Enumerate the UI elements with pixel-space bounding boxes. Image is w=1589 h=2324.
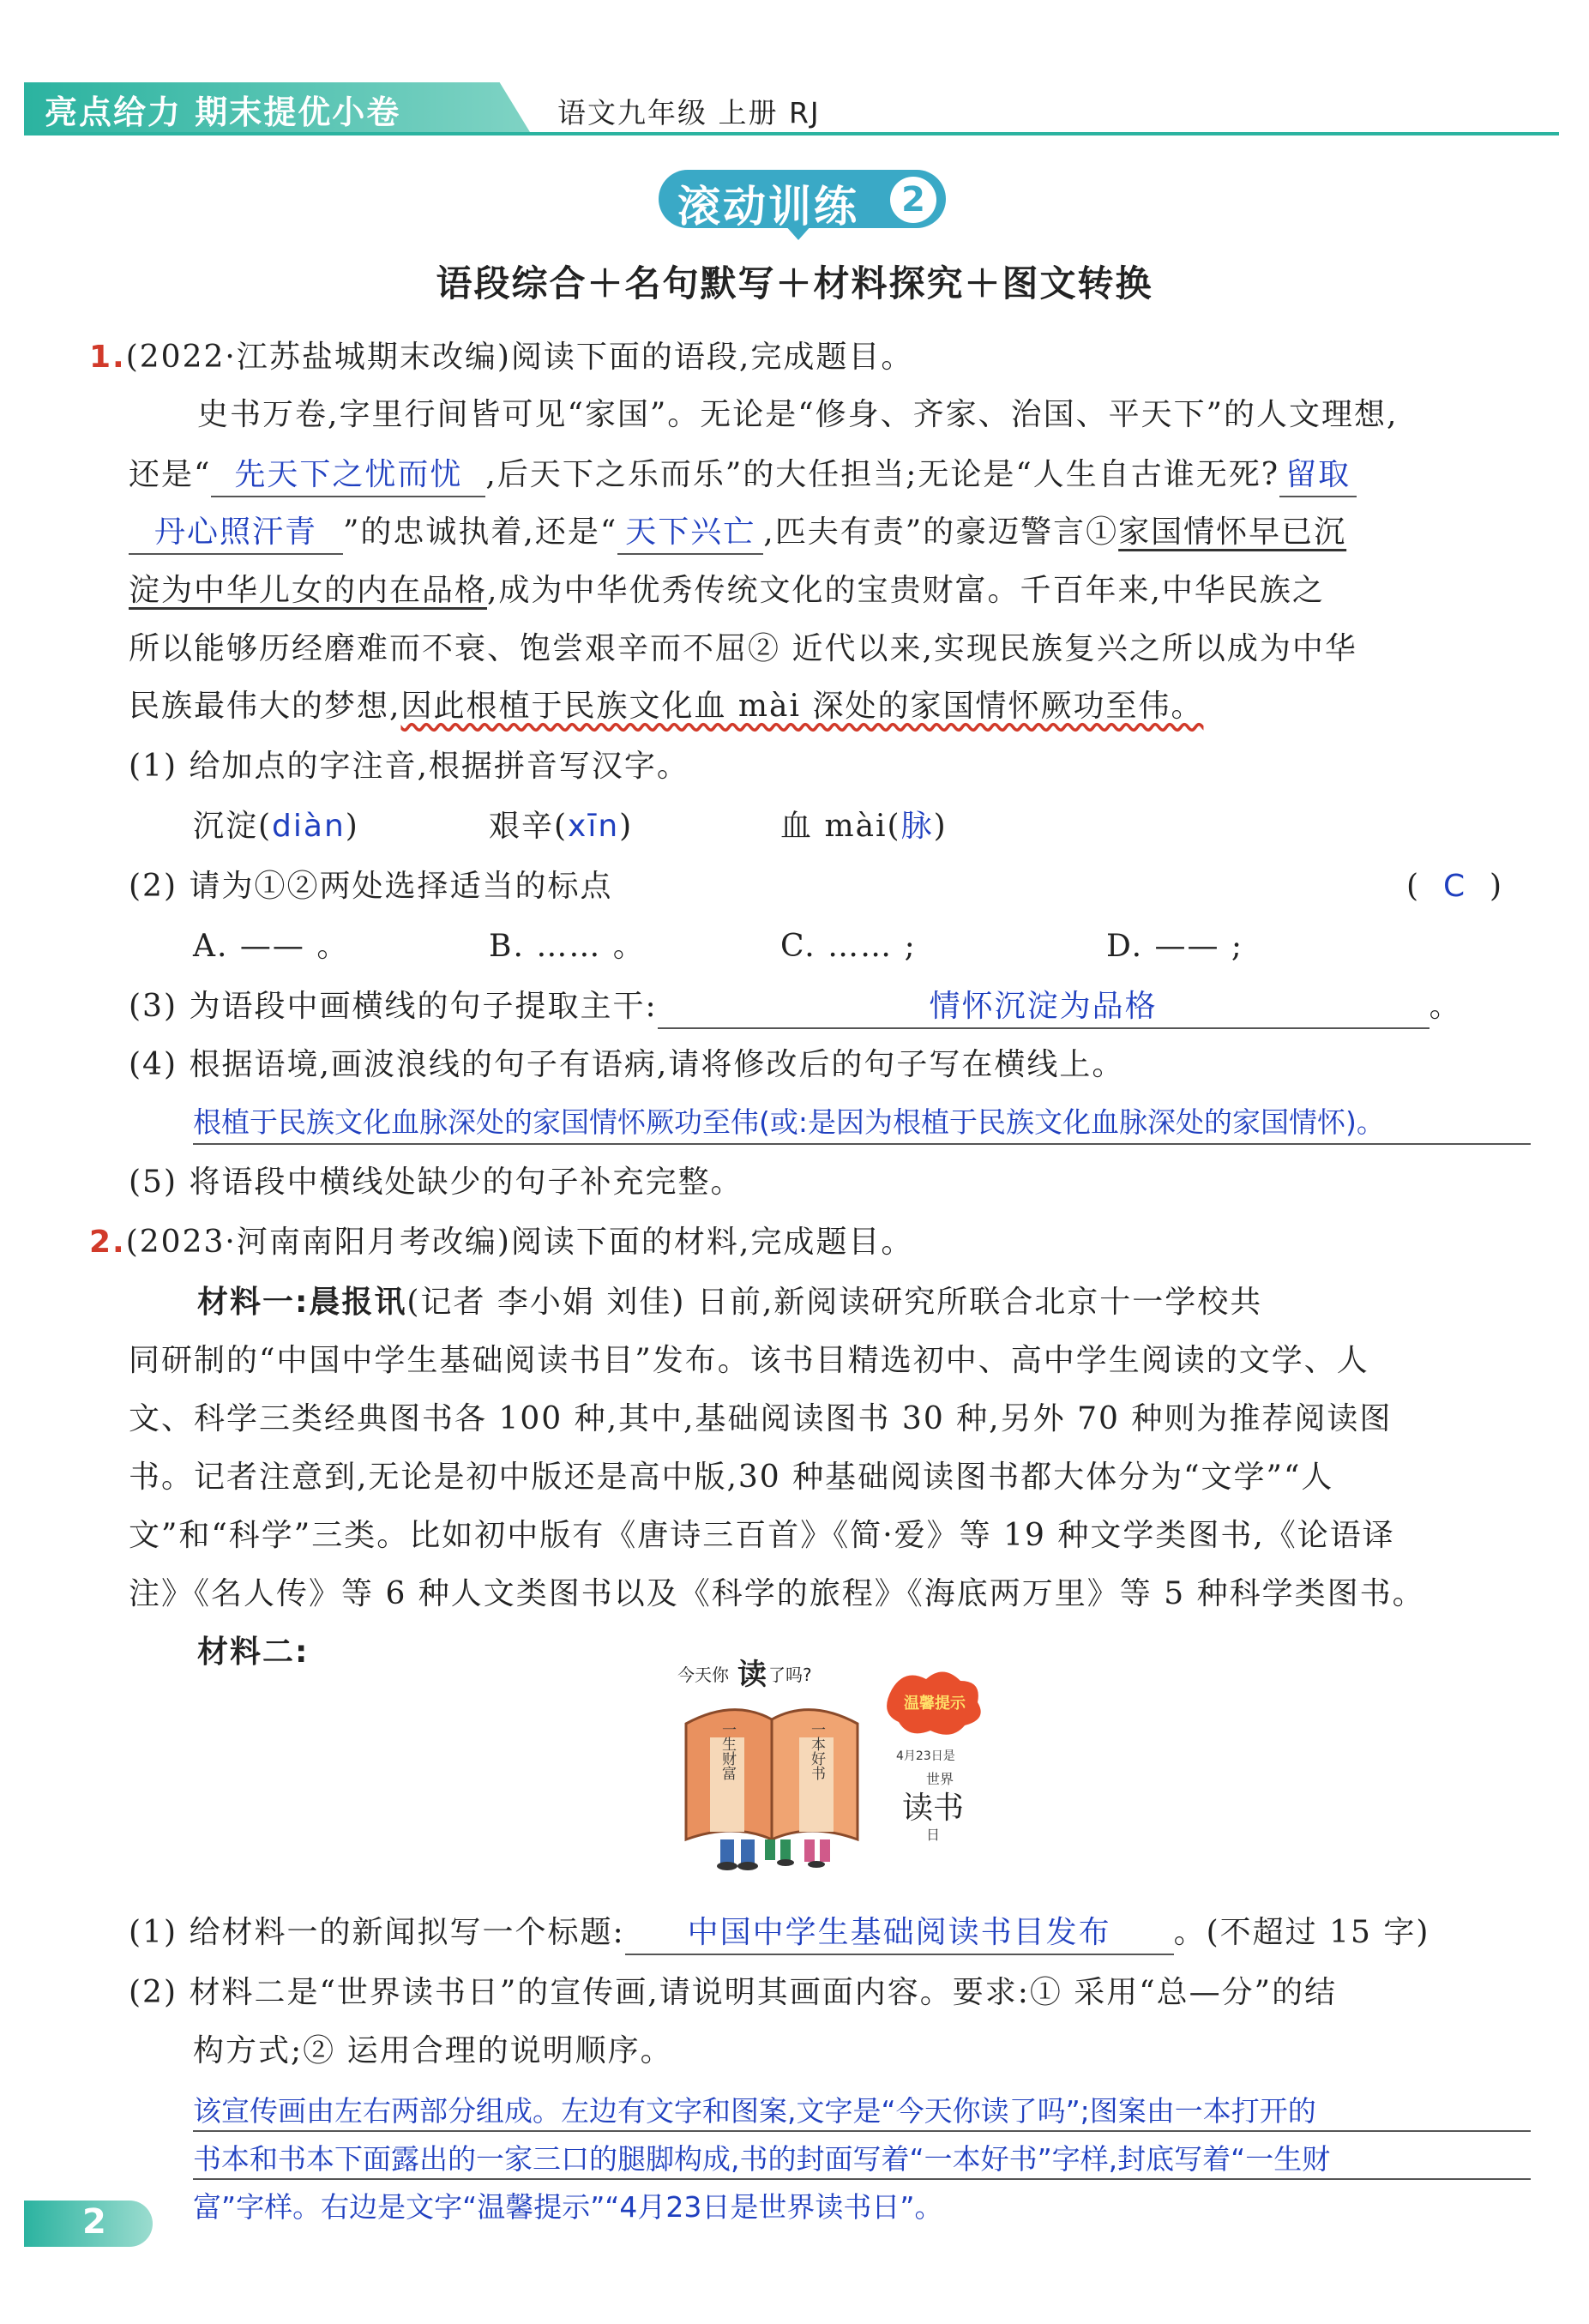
poster-caption-a: 今天你 — [677, 1665, 729, 1685]
answer-line — [193, 2178, 1531, 2180]
poster-date: 4月23日是 — [896, 1749, 955, 1763]
q1-sub1-item: 沉淀(diàn) — [193, 809, 359, 844]
q1-sub1-item: 艰辛(xīn) — [489, 809, 634, 844]
poster-caption-b: 读 — [737, 1658, 767, 1692]
q1-sub1-answer: 脉 — [900, 809, 934, 844]
q1-sub3: (3) 为语段中画横线的句子提取主干: 情怀沉淀为品格 。 — [129, 986, 1462, 1029]
q2-sub1: (1) 给材料一的新闻拟写一个标题: 中国中学生基础阅读书目发布 。(不超过 15 字) — [129, 1912, 1429, 1955]
q1-underlined-sentence: 淀为中华儿女的内在品格 — [129, 573, 488, 608]
q2-header — [89, 1222, 913, 1263]
poster-day-b: 读书 — [902, 1791, 965, 1826]
q1-sub1-item: 血 mài(脉) — [780, 809, 948, 844]
q1-sub2-answer: C — [1442, 869, 1467, 904]
q1-blank-2a: 留取 — [1279, 455, 1357, 497]
poster-caption-c: 了吗? — [768, 1665, 812, 1685]
q2-material1-line: 书。记者注意到,无论是初中版还是高中版,30 种基础阅读图书都大体分为“文学”“人 — [129, 1460, 1334, 1495]
q2-sub2-answer-line: 富”字样。右边是文字“温馨提示”“4月23日是世界读书日”。 — [193, 2190, 943, 2224]
q1-option: A. —— 。 — [193, 929, 350, 964]
section-title: 滚动训练 — [677, 182, 859, 232]
family-legs-icon — [717, 1839, 830, 1870]
q1-sub4: (4) 根据语境,画波浪线的句子有语病,请将修改后的句子写在横线上。 — [129, 1047, 1125, 1082]
material1-label: 材料一:晨报讯 — [197, 1285, 407, 1320]
q1-blank-3: 天下兴亡 — [617, 512, 763, 555]
section-number: 2 — [890, 177, 936, 223]
q1-para-line: 淀为中华儿女的内在品格,成为中华优秀传统文化的宝贵财富。千百年来,中华民族之 — [129, 573, 1325, 608]
q1-source: (2022·江苏盐城期末改编)阅读下面的语段,完成题目。 — [125, 340, 914, 375]
q1-para-line: 还是“ 先天下之忧而忧 ,后天下之乐而乐”的大任担当;无论是“人生自古谁无死? 留取 — [129, 455, 1357, 497]
q1-wavy-sentence: 因此根植于民族文化血 mài 深处的家国情怀厥功至伟。 — [400, 689, 1204, 724]
answer-line — [193, 2130, 1531, 2132]
poster-day-a: 世界 — [926, 1771, 954, 1787]
open-book-icon — [686, 1710, 858, 1839]
series-title: 亮点给力 期末提优小卷 — [45, 93, 401, 131]
q2-material1-line: 文”和“科学”三类。比如初中版有《唐诗三百首》《简·爱》等 19 种文学类图书,《论语译 — [129, 1518, 1395, 1553]
reminder-badge-icon — [887, 1671, 981, 1734]
q1-option: B. …… 。 — [489, 929, 646, 964]
q1-option: D. —— ; — [1106, 929, 1244, 964]
q2-sub1-answer: 中国中学生基础阅读书目发布 — [625, 1912, 1174, 1955]
q1-number: 1. — [89, 340, 126, 375]
q2-sub2: 构方式;② 运用合理的说明顺序。 — [193, 2033, 673, 2068]
q2-material1-line: 文、科学三类经典图书各 100 种,其中,基础阅读图书 30 种,另外 70 种则为推荐阅读图 — [129, 1401, 1393, 1436]
poster-left-page: 一生财富 — [719, 1722, 736, 1780]
q1-sub5: (5) 将语段中横线处缺少的句子补充完整。 — [129, 1165, 743, 1200]
header-rule — [24, 132, 1559, 135]
poster-right-page: 一本好书 — [808, 1722, 825, 1780]
q1-sub1-answer: diàn — [272, 809, 346, 844]
q1-header — [89, 337, 913, 378]
book-info: 语文九年级 上册 RJ — [557, 96, 821, 129]
q1-para-line: 史书万卷,字里行间皆可见“家国”。无论是“修身、齐家、治国、平天下”的人文理想, — [197, 397, 1399, 432]
q1-sub1: (1) 给加点的字注音,根据拼音写汉字。 — [129, 749, 689, 784]
q1-sub2-answer-box: ( C ) — [1406, 869, 1504, 904]
q1-underlined-sentence: 家国情怀早已沉 — [1118, 515, 1347, 550]
q2-number: 2. — [89, 1225, 126, 1260]
q2-source: (2023·河南南阳月考改编)阅读下面的材料,完成题目。 — [125, 1225, 914, 1260]
poster-day-c: 日 — [926, 1827, 941, 1843]
material2-label: 材料二: — [197, 1635, 310, 1670]
q1-blank-2b: 丹心照汗青 — [129, 512, 343, 555]
q1-sub3-answer: 情怀沉淀为品格 — [658, 986, 1429, 1029]
section-subtitle: 语段综合＋名句默写＋材料探究＋图文转换 — [436, 262, 1153, 304]
reading-day-poster — [669, 1655, 995, 1878]
answer-line — [193, 1143, 1531, 1145]
q2-material1-line: 材料一:晨报讯(记者 李小娟 刘佳) 日前,新阅读研究所联合北京十一学校共 — [197, 1285, 1263, 1320]
q2-sub2-answer-line: 书本和书本下面露出的一家三口的腿脚构成,书的封面写着“一本好书”字样,封底写着“一生财 — [193, 2142, 1331, 2176]
q1-sub1-answer: xīn — [568, 809, 620, 844]
q2-material1-line: 同研制的“中国中学生基础阅读书目”发布。该书目精选初中、高中学生阅读的文学、人 — [129, 1343, 1369, 1378]
q2-sub2-answer-line: 该宣传画由左右两部分组成。左边有文字和图案,文字是“今天你读了吗”;图案由一本打开的 — [193, 2094, 1316, 2128]
q1-sub2: (2) 请为①②两处选择适当的标点 — [129, 869, 613, 904]
q1-para-line: 民族最伟大的梦想,因此根植于民族文化血 mài 深处的家国情怀厥功至伟。 — [129, 689, 1204, 724]
q2-material1-line: 注》《名人传》等 6 种人文类图书以及《科学的旅程》《海底两万里》等 5 种科学类图书。 — [129, 1576, 1425, 1611]
q2-sub2: (2) 材料二是“世界读书日”的宣传画,请说明其画面内容。要求:① 采用“总—分”的结 — [129, 1975, 1338, 2010]
q1-option: C. …… ; — [780, 929, 917, 964]
page-number: 2 — [82, 2202, 106, 2242]
poster-badge: 温馨提示 — [904, 1695, 966, 1713]
q1-sub4-answer: 根植于民族文化血脉深处的家国情怀厥功至伟(或:是因为根植于民族文化血脉深处的家国情怀)。 — [193, 1105, 1385, 1139]
q1-blank-1: 先天下之忧而忧 — [211, 455, 485, 497]
q1-para-line: 所以能够历经磨难而不衰、饱尝艰辛而不屈② 近代以来,实现民族复兴之所以成为中华 — [129, 631, 1357, 666]
q1-para-line: 丹心照汗青 ”的忠诚执着,还是“ 天下兴亡 ,匹夫有责”的豪迈警言①家国情怀早已沉 — [129, 512, 1346, 555]
